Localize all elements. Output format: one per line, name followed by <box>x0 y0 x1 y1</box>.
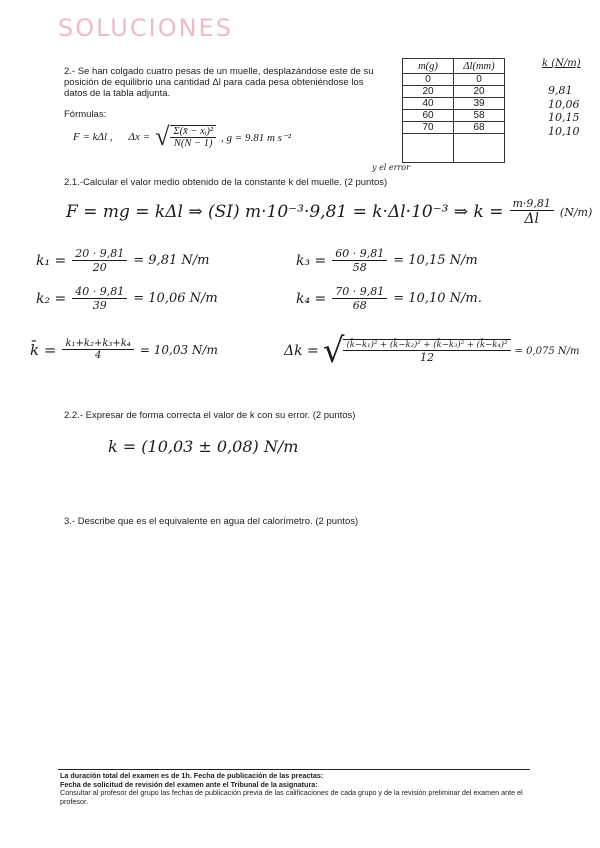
table-row <box>403 74 505 86</box>
question-2-2-answer: k = (10,03 ± 0,08) N/m <box>108 437 299 456</box>
delta-k-result: = 0,075 N/m <box>514 345 580 357</box>
table-row <box>403 122 505 134</box>
formula-gravity: , g = 9.81 m s⁻² <box>221 131 292 144</box>
k-mean-denominator: 4 <box>94 350 102 361</box>
k2-numerator: 40 · 9,81 <box>72 285 127 299</box>
table-cell: 0 <box>454 74 505 86</box>
k4-calculation <box>296 285 482 312</box>
question-2-text: 2.- Se han colgado cuatro pesas de un muelle, desplazándose este de su posición de equilibrio una cantidad Δl para cada pesa obteniéndose los datos de la tabla adjunta. <box>64 66 374 99</box>
k3-fraction <box>332 247 387 274</box>
k2-label: k₂ = <box>36 290 67 307</box>
k2-calculation <box>36 285 218 312</box>
formula-dx-numerator: Σ(x̄ − xᵢ)² <box>170 126 216 138</box>
footer-line-3: Consultar al profesor del grupo las fechas de publicación previa de las calificaciones de cada grupo y de la revisión preliminar del examen ante el profesor. <box>60 788 523 806</box>
hand-k-value: 9,81 <box>548 84 573 97</box>
header-elongation: Δl(mm) <box>454 59 505 74</box>
formula-dx-denominator: N(N − 1) <box>173 138 213 149</box>
table-row <box>403 98 505 110</box>
work-k-unit: (N/m) <box>559 205 593 219</box>
hand-k-value: 10,10 <box>548 124 580 138</box>
k4-result: = 10,10 N/m. <box>393 291 482 306</box>
sqrt-sign: √ <box>155 122 170 151</box>
formula-force: F = kΔl , <box>73 131 113 143</box>
hand-k-value: 10,06 <box>548 97 580 111</box>
k1-result: = 9,81 N/m <box>133 253 210 268</box>
table-row <box>403 86 505 98</box>
k1-denominator: 20 <box>92 261 107 274</box>
footer-line-1: La duración total del examen es de 1h. Fecha de publicación de las preactas: <box>60 771 324 780</box>
k1-label: k₁ = <box>36 252 67 269</box>
footer <box>60 772 530 806</box>
work-equation: F = mg = kΔl ⇒ (SI) m·10⁻³·9,81 = k·Δl·10⁻³ ⇒ k = <box>66 202 504 222</box>
table-cell: 39 <box>454 98 505 110</box>
question-2-1-label: 2.1.-Calcular el valor medio obtenido de la constante k del muelle. (2 puntos) <box>64 177 388 188</box>
table-row-empty <box>403 134 505 163</box>
work-k-denominator: Δl <box>524 211 539 227</box>
formulas-label: Fórmulas: <box>64 109 107 120</box>
formulas <box>73 124 291 150</box>
k1-fraction <box>72 247 127 274</box>
k2-denominator: 39 <box>92 299 107 312</box>
k1-calculation <box>36 247 209 274</box>
k4-label: k₄ = <box>296 290 327 307</box>
question-2-2-label: 2.2.- Expresar de forma correcta el valor de k con su error. (2 puntos) <box>64 410 356 421</box>
k2-fraction <box>72 285 127 312</box>
question-3-label: 3.- Describe que es el equivalente en agua del calorímetro. (2 puntos) <box>64 516 359 527</box>
k3-numerator: 60 · 9,81 <box>332 247 387 261</box>
work-line-1 <box>66 197 592 227</box>
k-mean-calculation <box>30 338 218 361</box>
table-cell: 20 <box>403 86 454 98</box>
sqrt-sign: √ <box>322 331 345 371</box>
footer-line-2: Fecha de solicitud de revisión del examen ante el Tribunal de la asignatura: <box>60 779 318 789</box>
work-k-fraction <box>510 197 554 227</box>
delta-k-numerator: (k̄−k₁)² + (k̄−k₂)² + (k̄−k₃)² + (k̄−k₄)² <box>343 340 510 351</box>
hand-k-values <box>548 84 580 138</box>
k4-numerator: 70 · 9,81 <box>332 285 387 299</box>
k-mean-label: k̄ = <box>30 340 57 359</box>
k-mean-fraction <box>62 338 133 361</box>
formula-dx-prefix: Δx = <box>128 131 151 143</box>
table-cell <box>403 134 454 163</box>
table-cell: 40 <box>403 98 454 110</box>
k4-fraction <box>332 285 387 312</box>
work-k-numerator: m·9,81 <box>510 197 554 211</box>
table-cell: 58 <box>454 110 505 122</box>
data-table <box>402 58 505 163</box>
error-annotation: y el error <box>372 163 410 172</box>
table-cell: 60 <box>403 110 454 122</box>
k-mean-result: = 10,03 N/m <box>139 342 218 357</box>
header-mass: m(g) <box>403 59 454 74</box>
hand-k-value: 10,15 <box>548 111 580 124</box>
delta-k-label: Δk = <box>284 343 319 359</box>
table-cell: 68 <box>454 122 505 134</box>
k3-denominator: 58 <box>352 261 367 274</box>
delta-k-denominator: 12 <box>419 350 434 364</box>
k3-result: = 10,15 N/m <box>393 253 478 268</box>
delta-k-fraction <box>343 339 510 364</box>
table-cell: 0 <box>403 74 454 86</box>
k2-result: = 10,06 N/m <box>133 291 218 306</box>
soluciones-stamp: SOLUCIONES <box>58 14 233 42</box>
table-cell: 20 <box>454 86 505 98</box>
table-cell: 70 <box>403 122 454 134</box>
table-cell <box>454 134 505 163</box>
k3-calculation <box>296 247 478 274</box>
table-header-row <box>403 59 505 74</box>
table-row <box>403 110 505 122</box>
k-mean-numerator: k₁+k₂+k₃+k₄ <box>62 338 133 350</box>
k3-label: k₃ = <box>296 252 327 269</box>
delta-k-calculation <box>284 331 580 371</box>
footer-divider <box>58 769 530 770</box>
hand-k-header: k (N/m) <box>542 58 581 69</box>
formula-dx-fraction <box>170 125 216 149</box>
k4-denominator: 68 <box>352 299 367 312</box>
k1-numerator: 20 · 9,81 <box>72 247 127 261</box>
